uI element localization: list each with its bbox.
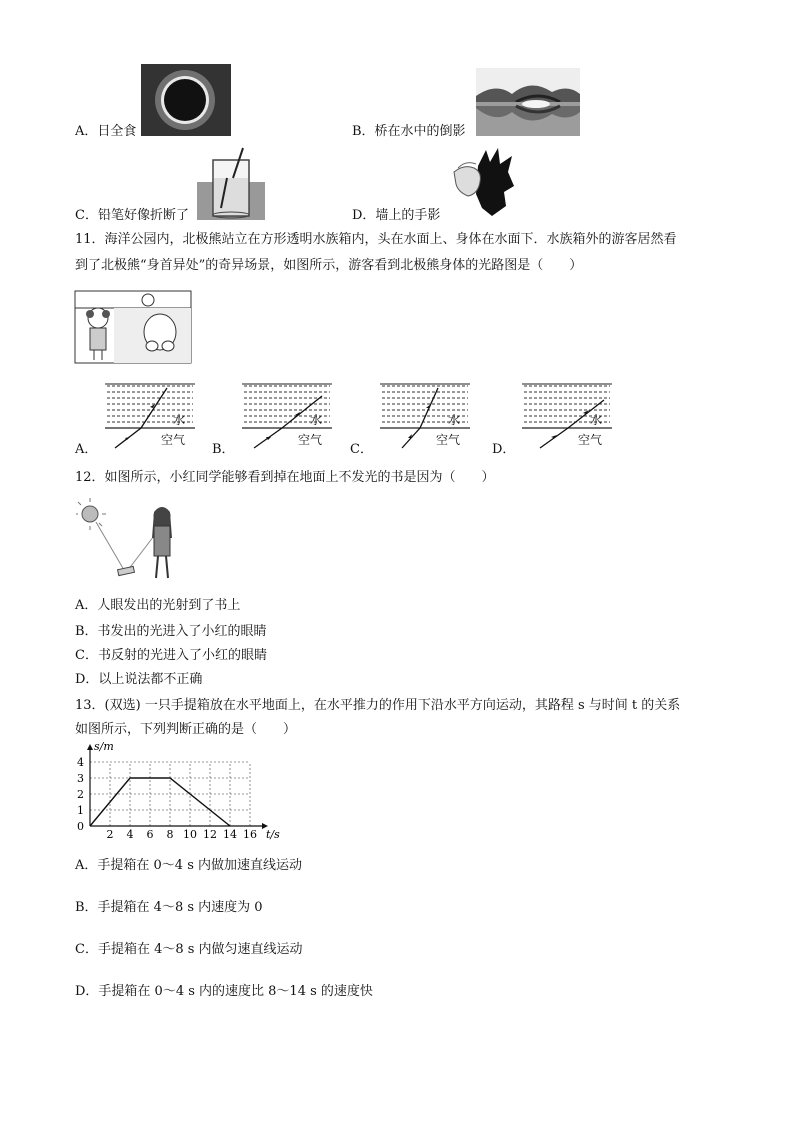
- y-axis-arrow: [87, 744, 93, 750]
- q10-option-c: C．铅笔好像折断了: [75, 208, 189, 223]
- origin-label: 0: [77, 820, 84, 833]
- q10-option-a: A．日全食: [75, 124, 137, 139]
- distance-time-chart: [70, 740, 280, 842]
- q13-stem-line2: 如图所示，下列判断正确的是（ ）: [75, 722, 297, 737]
- y-axis-label: s/m: [94, 740, 114, 753]
- q12-stem: 12．如图所示，小红同学能够看到掉在地面上不发光的书是因为（ ）: [75, 470, 495, 485]
- q11-diagram-b-letter: B．: [212, 442, 235, 457]
- q12-option-a: A．人眼发出的光射到了书上: [75, 598, 241, 613]
- q10-option-d: D．墙上的手影: [352, 208, 441, 223]
- q11-stem-line2: 到了北极熊“身首异处”的奇异场景，如图所示，游客看到北极熊身体的光路图是（ ）: [75, 258, 583, 273]
- y-tick-label: 3: [77, 772, 84, 785]
- q13-stem-line1: 13．(双选) 一只手提箱放在水平地面上，在水平推力的作用下沿水平方向运动，其路程 s 与时间 t 的关系: [75, 698, 681, 713]
- q10-option-b: B．桥在水中的倒影: [352, 124, 466, 139]
- q11-stem-line1: 11．海洋公园内，北极熊站立在方形透明水族箱内，头在水面上、身体在水面下．水族箱外的游客居然看: [75, 232, 677, 247]
- q12-option-c: C．书反射的光进入了小红的眼睛: [75, 648, 267, 663]
- q12-option-b: B．书发出的光进入了小红的眼睛: [75, 624, 267, 639]
- series-line: [90, 778, 230, 826]
- x-axis-label: t/s: [266, 828, 280, 841]
- bridge-reflection-photo: [476, 68, 580, 136]
- q11-diagram-a-letter: A．: [75, 442, 98, 457]
- q11-diagram-a: [75, 382, 195, 458]
- q11-diagram-b-air: 空气: [298, 433, 323, 447]
- x-tick-label: 6: [146, 828, 154, 841]
- y-tick-label: 4: [77, 756, 84, 769]
- polar-bear-aquarium-illustration: [74, 290, 192, 364]
- x-tick-label: 14: [223, 828, 237, 841]
- x-tick-label: 10: [183, 828, 197, 841]
- x-tick-label: 4: [126, 828, 134, 841]
- y-tick-label: 1: [77, 804, 84, 817]
- q11-diagram-d-air: 空气: [578, 433, 603, 447]
- x-tick-label: 8: [166, 828, 174, 841]
- q13-option-a: A．手提箱在 0～4 s 内做加速直线运动: [75, 858, 302, 873]
- hand-shadow-photo: [452, 146, 516, 220]
- x-tick-label: 2: [106, 828, 114, 841]
- q11-diagram-a-water: 水: [173, 413, 186, 427]
- solar-eclipse-photo: [141, 64, 231, 136]
- y-tick-label: 2: [77, 788, 84, 801]
- q11-diagram-d-letter: D．: [492, 442, 516, 457]
- pencil-in-water-photo: [197, 146, 265, 220]
- girl-sees-book-illustration: [76, 498, 188, 584]
- x-tick-label: 16: [243, 828, 257, 841]
- q13-option-d: D．手提箱在 0～4 s 内的速度比 8～14 s 的速度快: [75, 984, 373, 999]
- q11-diagram-a-air: 空气: [161, 433, 186, 447]
- q11-diagram-d-water: 水: [590, 413, 603, 427]
- q11-diagram-b: [212, 382, 332, 458]
- q11-diagram-c-water: 水: [448, 413, 461, 427]
- q13-option-b: B．手提箱在 4～8 s 内速度为 0: [75, 900, 263, 915]
- x-tick-label: 12: [203, 828, 217, 841]
- q11-diagram-d: [492, 382, 612, 458]
- q11-diagram-c-letter: C．: [350, 442, 373, 457]
- q11-diagram-c: [350, 382, 470, 458]
- q12-option-d: D．以上说法都不正确: [75, 672, 203, 687]
- q11-diagram-c-air: 空气: [436, 433, 461, 447]
- q13-option-c: C．手提箱在 4～8 s 内做匀速直线运动: [75, 942, 303, 957]
- q11-diagram-b-water: 水: [310, 413, 323, 427]
